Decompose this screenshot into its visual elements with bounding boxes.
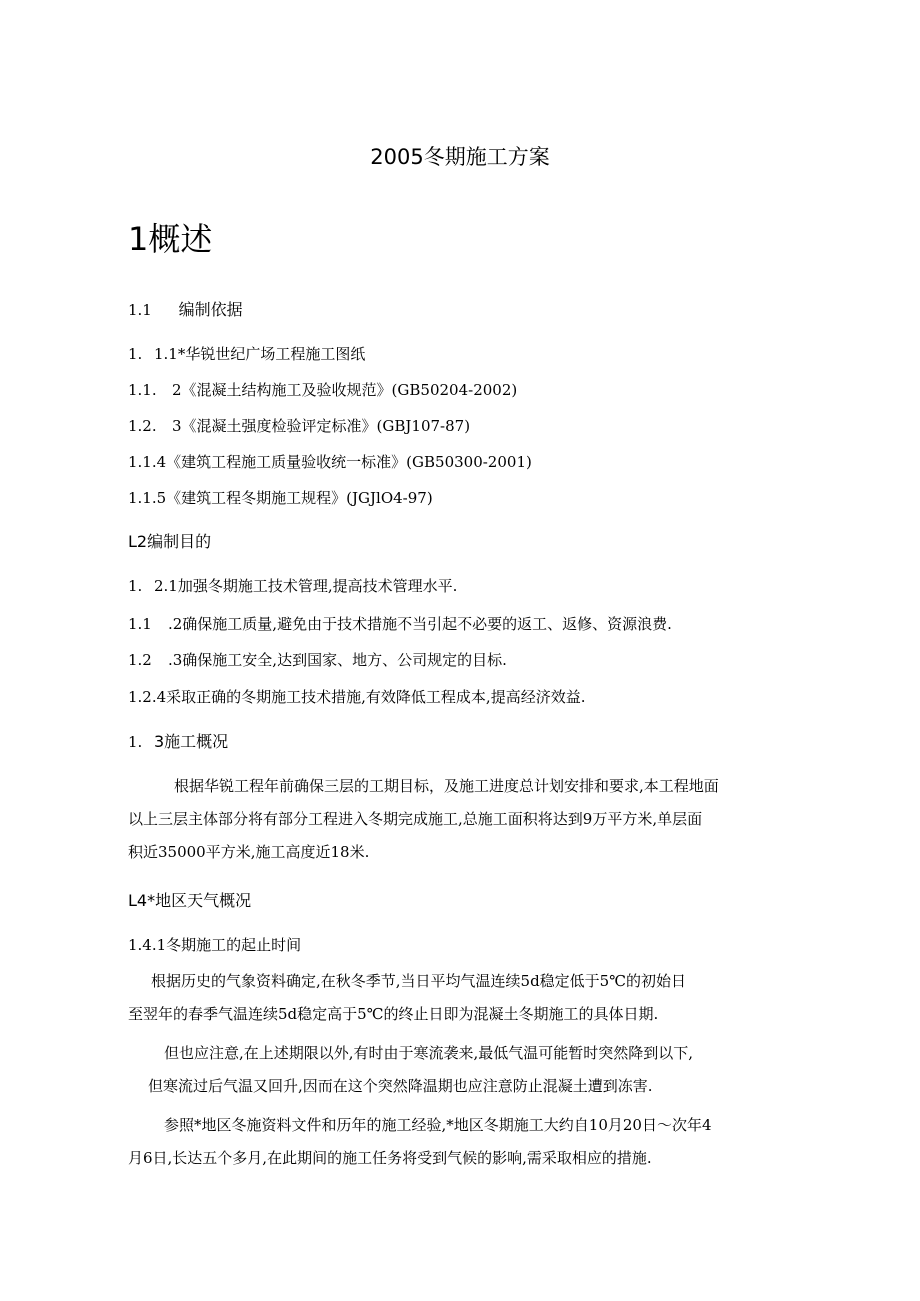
list-item: 1.1 .2确保施工质量,避免由于技术措施不当引起不必要的返工、返修、资源浪费. [128,615,672,633]
section-1-3-heading: 1. 3施工概况 [128,732,229,751]
list-item: 1.2 .3确保施工安全,达到国家、地方、公司规定的目标. [128,651,507,669]
document-title: 2005冬期施工方案 [370,145,550,169]
list-item: 1.1.4《建筑工程施工质量验收统一标准》(GB50300-2001) [128,453,532,471]
list-item: 1. 2.1加强冬期施工技术管理,提高技术管理水平. [128,577,458,595]
section-1-4-paragraph-1: 根据历史的气象资料确定,在秋冬季节,当日平均气温连续5d稳定低于5℃的初始日 至翌年的春季气温连续5d稳定高于5℃的终止日即为混凝土冬期施工的具体日期. [128,972,687,1023]
section-1-1-heading [128,300,243,320]
chapter-heading: 1概述 [128,220,213,258]
list-item: 1.2. 3《混凝土强度检验评定标准》(GBJ107-87) [128,417,471,435]
list-item: 1.1.5《建筑工程冬期施工规程》(JGJlO4-97) [128,489,433,507]
section-1-2-heading: L2编制目的 [128,532,212,551]
section-1-4-paragraph-3: 参照*地区冬施资料文件和历年的施工经验,*地区冬期施工大约自10月20日～次年4 月6日,长达五个多月,在此期间的施工任务将受到气候的影响,需采取相应的措施. [128,1116,712,1167]
section-1-1-title: 编制依据 [178,300,243,319]
section-1-4-heading: L4*地区天气概况 [128,891,252,910]
list-item: 1. 1.1*华锐世纪广场工程施工图纸 [128,345,366,363]
section-1-3-paragraph: 根据华锐工程年前确保三层的工期目标，及施工进度总计划安排和要求,本工程地面 以上三层主体部分将有部分工程进入冬期完成施工,总施工面积将达到9万平方米,单层面 积近35000平方米,施工高度近18米. [128,777,719,861]
list-item: 1.1. 2《混凝土结构施工及验收规范》(GB50204-2002) [128,381,518,399]
section-1-4-paragraph-2: 但也应注意,在上述期限以外,有时由于寒流袭来,最低气温可能暂时突然降到以下, 但寒流过后气温又回升,因而在这个突然降温期也应注意防止混凝土遭到冻害. [148,1044,694,1095]
section-1-4-1-heading: 1.4.1冬期施工的起止时间 [128,936,302,954]
section-1-1-number: 1.1 [128,301,152,319]
list-item: 1.2.4采取正确的冬期施工技术措施,有效降低工程成本,提高经济效益. [128,688,586,706]
